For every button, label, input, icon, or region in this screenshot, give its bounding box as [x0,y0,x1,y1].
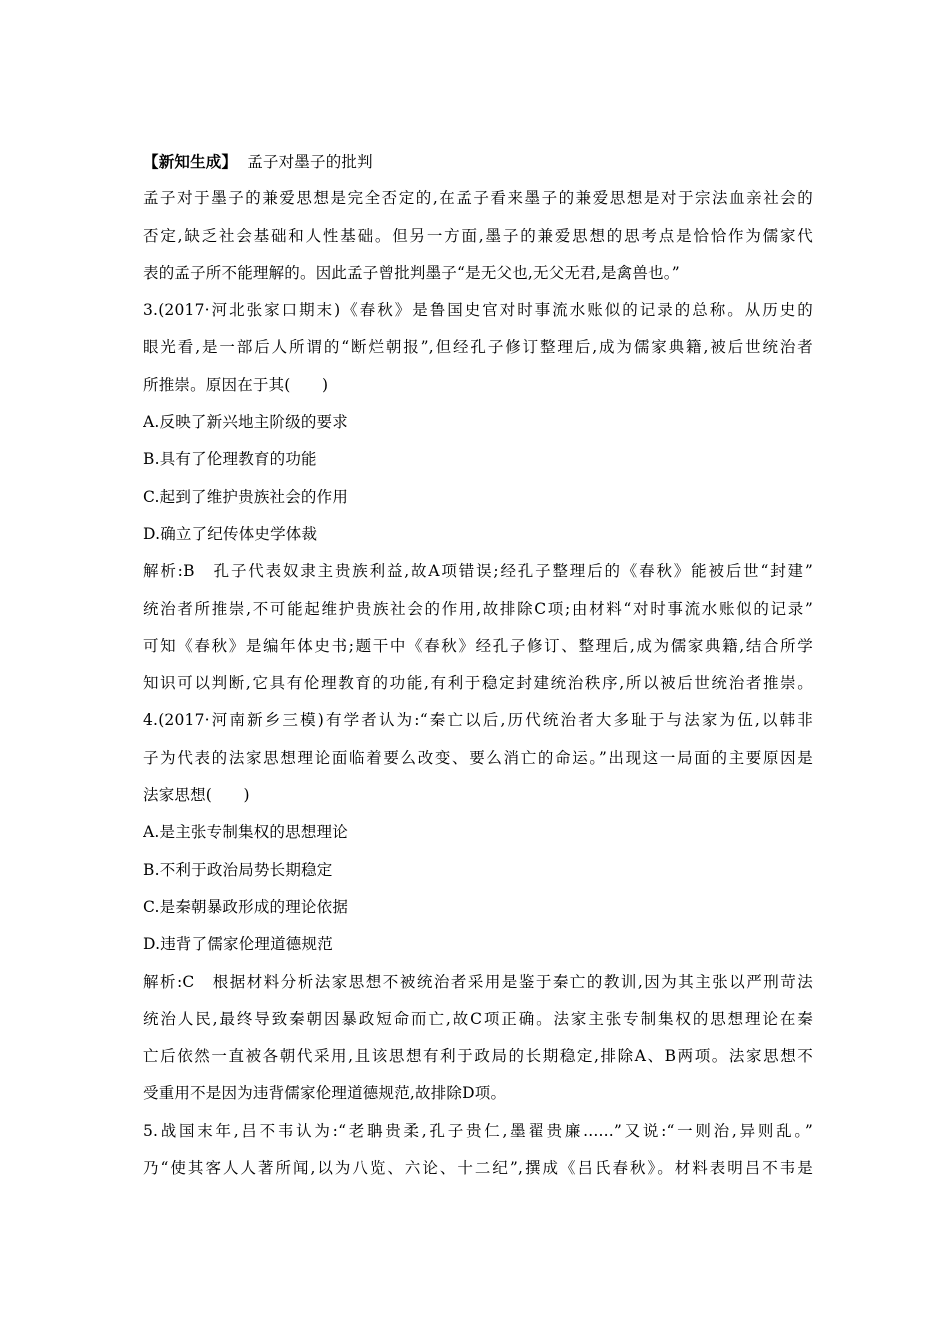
question-4-stem-line: 法家思想( ) [143,786,250,805]
question-3-option-b: B.具有了伦理教育的功能 [143,450,317,469]
question-5-stem-line: 5.战国末年,吕不韦认为:“老聃贵柔,孔子贵仁,墨翟贵廉......”又说:“一则治,异则乱。” [143,1121,813,1140]
section-title: 孟子对墨子的批判 [247,153,373,171]
question-4-analysis-line: 受重用不是因为违背儒家伦理道德规范,故排除D项。 [143,1084,507,1103]
question-3-analysis-line: 可知《春秋》是编年体史书;题干中《春秋》经孔子修订、整理后,成为儒家典籍,结合所学 [143,636,813,655]
question-4-option-c: C.是秦朝暴政形成的理论依据 [143,897,349,916]
question-3-stem-line: 眼光看,是一部后人所谓的“断烂朝报”,但经孔子修订整理后,成为儒家典籍,被后世统治者 [143,338,813,357]
section-label: 【新知生成】 [143,152,238,171]
document-page [143,143,813,1187]
section-paragraph-line: 表的孟子所不能理解的。因此孟子曾批判墨子“是无父也,无父无君,是禽兽也。” [143,263,680,282]
question-3-analysis-line: 统治者所推崇,不可能起维护贵族社会的作用,故排除C项;由材料“对时事流水账似的记录” [143,599,813,618]
section-paragraph-line: 孟子对于墨子的兼爱思想是完全否定的,在孟子看来墨子的兼爱思想是对于宗法血亲社会的 [143,189,813,208]
question-4-stem-line: 4.(2017·河南新乡三模)有学者认为:“秦亡以后,历代统治者大多耻于与法家为伍,以韩非 [143,711,813,730]
question-4-stem-line: 子为代表的法家思想理论面临着要么改变、要么消亡的命运。”出现这一局面的主要原因是 [143,748,813,767]
question-3-stem-line: 所推崇。原因在于其( ) [143,375,329,394]
question-4-analysis-line: 统治人民,最终导致秦朝因暴政短命而亡,故C项正确。法家主张专制集权的思想理论在秦 [143,1009,813,1028]
question-4-analysis-line: 亡后依然一直被各朝代采用,且该思想有利于政局的长期稳定,排除A、B两项。法家思想不 [143,1047,813,1066]
question-3-option-c: C.起到了维护贵族社会的作用 [143,487,349,506]
question-4-option-a: A.是主张专制集权的思想理论 [143,823,348,842]
question-3-option-a: A.反映了新兴地主阶级的要求 [143,413,348,432]
question-4-option-b: B.不利于政治局势长期稳定 [143,860,333,879]
question-3-option-d: D.确立了纪传体史学体裁 [143,524,318,543]
question-4-option-d: D.违背了儒家伦理道德规范 [143,935,333,954]
question-3-analysis-line: 知识可以判断,它具有伦理教育的功能,有利于稳定封建统治秩序,所以被后世统治者推崇。 [143,674,813,693]
section-heading [143,143,813,180]
section-paragraph-line: 否定,缺乏社会基础和人性基础。但另一方面,墨子的兼爱思想的思考点是恰恰作为儒家代 [143,226,813,245]
question-3-stem-line: 3.(2017·河北张家口期末)《春秋》是鲁国史官对时事流水账似的记录的总称。从历史的 [143,301,813,320]
question-3-analysis-line: 解析:B 孔子代表奴隶主贵族利益,故A项错误;经孔子整理后的《春秋》能被后世“封建” [143,562,813,581]
question-5-stem-line: 乃“使其客人人著所闻,以为八览、六论、十二纪”,撰成《吕氏春秋》。材料表明吕不韦是 [143,1159,813,1178]
question-4-analysis-line: 解析:C 根据材料分析法家思想不被统治者采用是鉴于秦亡的教训,因为其主张以严刑苛法 [143,972,813,991]
